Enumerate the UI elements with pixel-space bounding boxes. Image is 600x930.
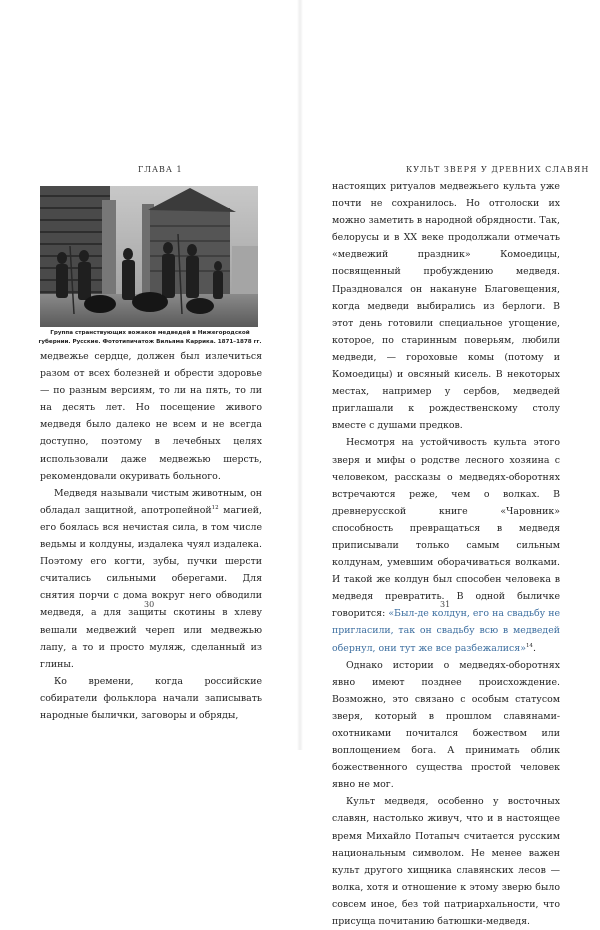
folk-quote: «Был-де колдун, его на свадьбу не пригласили, так он свадьбу всю в медведей обернул, они тут же все разбежалися»: [332, 608, 560, 654]
paragraph: настоящих ритуалов медвежьего культа уже почти не сохранилось. Но отголоски их можно заметить в народной обрядности. Так, белорусы и в XX веке продолжали отмечать «медвежий праздник» Комоедицы, посвященный пробуждению медведя. Праздновался он накануне Благовещения, когда медведи выбирались из берлоги. В этот день готовили специальное угощение, которое, по старинным поверьям, любили медведи, — гороховые комы (потому и Комоедицы) и овсяный кисель. В некоторых местах, например у сербов, медведей приглашали к рождественскому столу вместе с душами предков.: [332, 181, 560, 432]
page-number-left: 30: [144, 600, 155, 609]
running-head-right: КУЛЬТ ЗВЕРЯ У ДРЕВНИХ СЛАВЯН: [406, 165, 590, 174]
paragraph: Ко времени, когда российские собиратели фольклора начали записывать народные былички, заговоры и обряды,: [40, 675, 262, 721]
paragraph: Несмотря на устойчивость культа этого зверя и мифы о родстве лесного хозяина с человеком, рассказы о медведях-оборотнях встречаются реже, чем о волках. В древнерусской книге «Чаровник» способность превращаться в медведя приписывали только самым сильным колдунам, умевшим оборачиваться волками. И такой же колдун был способен человека в медведя превратить. В одной быличке говорится: «Был-де колдун, его на свадьбу не пригласили, так он свадьбу всю в медведей обернул, они тут же все разбежалися»$^{14}$.: [332, 437, 560, 654]
running-head-left: ГЛАВА 1: [138, 165, 183, 174]
historical-photo: [40, 186, 258, 327]
paragraph: Однако истории о медведях-оборотнях явно имеют позднее происхождение. Возможно, это связано с особым статусом зверя, который в прошлом славянами-охотниками почитался божеством или воплощением бога. А принимать облик божественного существа простой человек явно не мог.: [332, 659, 560, 791]
paragraph: Культ медведя, особенно у восточных славян, настолько живуч, что и в настоящее время Михайло Потапыч считается русским национальным символом. Не менее важен культ другого хищника славянских лесов — волка, хотя и отношение к этому зверю было совсем иное, без той патриархальности, что присуща почитанию батюшки-медведя.: [332, 796, 560, 928]
right-page: [300, 0, 600, 928]
right-body-text: [332, 178, 560, 930]
left-page: [0, 0, 300, 750]
left-body-text: [40, 348, 262, 724]
paragraph: Медведя называли чистым животным, он обладал защитной, апотропейной$^{12}$ магией, его боялась вся нечистая сила, в том числе ведьмы и колдуны, издалека чуял издалека. Поэтому его когти, зубы, пучки шерсти считались сильными оберегами. Для снятия порчи с дома вокруг него обводили медведя, а для защиты скотины в хлеву вешали медвежий череп или медвежью лапу, а то и просто муляж, сделанный из глины.: [40, 487, 262, 670]
photo-illustration: [40, 186, 258, 327]
page-number-right: 31: [440, 600, 451, 609]
footnote-marker: 14: [525, 642, 533, 649]
photo-caption: Группа странствующих вожаков медведей в Нижегородской губернии. Русские. Фототипичатож Вильяма Каррика. 1871–1878 гг.: [38, 330, 262, 345]
footnote-marker: 12: [211, 504, 219, 511]
paragraph: медвежье сердце, должен был излечиться разом от всех болезней и обрести здоровье — по разным версиям, то ли на пять, то ли на десять лет. Но посещение живого медведя было далеко не всем и не всегда доступно, поэтому в лечебных целях использовали даже медвежью шерсть, рекомендовали окуривать больного.: [40, 351, 262, 482]
